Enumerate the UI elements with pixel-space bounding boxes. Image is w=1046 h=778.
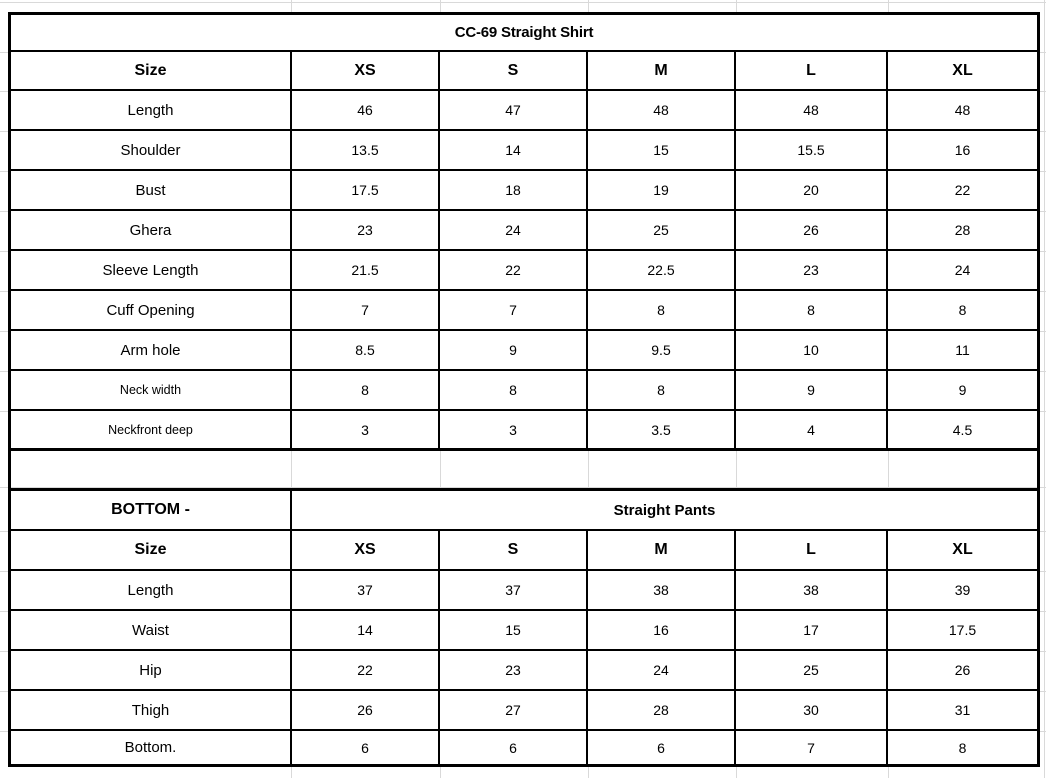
sheet-gridline-v	[1044, 0, 1045, 778]
shirt-value: 14	[440, 131, 588, 171]
pants-value: 17.5	[888, 611, 1037, 651]
shirt-value: 19	[588, 171, 736, 211]
shirt-row-label: Arm hole	[11, 331, 292, 371]
pants-value: 8	[888, 731, 1037, 764]
pants-col-header-m: M	[588, 531, 736, 571]
shirt-col-header-xs: XS	[292, 52, 440, 91]
shirt-value: 3	[440, 411, 588, 451]
size-chart-table	[8, 12, 1040, 767]
shirt-value: 15.5	[736, 131, 888, 171]
shirt-row-label: Length	[11, 91, 292, 131]
shirt-value: 7	[292, 291, 440, 331]
pants-col-header-l: L	[736, 531, 888, 571]
pants-col-header-s: S	[440, 531, 588, 571]
shirt-col-header-m: M	[588, 52, 736, 91]
shirt-value: 4	[736, 411, 888, 451]
shirt-value: 21.5	[292, 251, 440, 291]
shirt-table-title: CC-69 Straight Shirt	[11, 15, 1037, 52]
pants-col-header-size: Size	[11, 531, 292, 571]
shirt-value: 18	[440, 171, 588, 211]
sheet-gridline-h	[0, 2, 1046, 3]
pants-value: 6	[292, 731, 440, 764]
pants-value: 15	[440, 611, 588, 651]
shirt-value: 20	[736, 171, 888, 211]
shirt-value: 25	[588, 211, 736, 251]
pants-value: 28	[588, 691, 736, 731]
shirt-row-label: Shoulder	[11, 131, 292, 171]
shirt-value: 9	[736, 371, 888, 411]
shirt-col-header-l: L	[736, 52, 888, 91]
shirt-row-label: Bust	[11, 171, 292, 211]
pants-value: 23	[440, 651, 588, 691]
pants-value: 27	[440, 691, 588, 731]
pants-value: 31	[888, 691, 1037, 731]
pants-value: 37	[292, 571, 440, 611]
shirt-value: 7	[440, 291, 588, 331]
shirt-value: 13.5	[292, 131, 440, 171]
pants-value: 38	[588, 571, 736, 611]
shirt-value: 11	[888, 331, 1037, 371]
shirt-value: 9	[888, 371, 1037, 411]
shirt-value: 48	[888, 91, 1037, 131]
shirt-value: 17.5	[292, 171, 440, 211]
pants-value: 30	[736, 691, 888, 731]
shirt-value: 16	[888, 131, 1037, 171]
pants-col-header-xs: XS	[292, 531, 440, 571]
shirt-value: 26	[736, 211, 888, 251]
shirt-value: 8	[736, 291, 888, 331]
shirt-row-label: Ghera	[11, 211, 292, 251]
shirt-value: 46	[292, 91, 440, 131]
shirt-value: 22.5	[588, 251, 736, 291]
pants-row-label: Length	[11, 571, 292, 611]
pants-value: 26	[888, 651, 1037, 691]
shirt-value: 4.5	[888, 411, 1037, 451]
pants-col-header-xl: XL	[888, 531, 1037, 571]
pants-value: 14	[292, 611, 440, 651]
pants-value: 25	[736, 651, 888, 691]
shirt-col-header-xl: XL	[888, 52, 1037, 91]
pants-row-label: Thigh	[11, 691, 292, 731]
pants-value: 6	[440, 731, 588, 764]
shirt-value: 8	[888, 291, 1037, 331]
pants-section-label: BOTTOM -	[11, 491, 292, 531]
pants-value: 17	[736, 611, 888, 651]
shirt-value: 28	[888, 211, 1037, 251]
shirt-row-label: Neckfront deep	[11, 411, 292, 451]
spacer-row	[11, 451, 1037, 491]
shirt-value: 22	[888, 171, 1037, 211]
pants-value: 37	[440, 571, 588, 611]
pants-value: 39	[888, 571, 1037, 611]
shirt-value: 47	[440, 91, 588, 131]
shirt-row-label: Sleeve Length	[11, 251, 292, 291]
shirt-value: 48	[736, 91, 888, 131]
shirt-value: 8.5	[292, 331, 440, 371]
pants-value: 6	[588, 731, 736, 764]
shirt-value: 24	[440, 211, 588, 251]
shirt-col-header-s: S	[440, 52, 588, 91]
shirt-value: 3.5	[588, 411, 736, 451]
shirt-row-label: Cuff Opening	[11, 291, 292, 331]
shirt-value: 15	[588, 131, 736, 171]
shirt-row-label: Neck width	[11, 371, 292, 411]
shirt-value: 23	[292, 211, 440, 251]
pants-row-label: Bottom.	[11, 731, 292, 764]
shirt-value: 48	[588, 91, 736, 131]
pants-row-label: Waist	[11, 611, 292, 651]
shirt-value: 8	[440, 371, 588, 411]
shirt-value: 9.5	[588, 331, 736, 371]
shirt-value: 8	[588, 371, 736, 411]
shirt-value: 22	[440, 251, 588, 291]
pants-value: 24	[588, 651, 736, 691]
shirt-value: 8	[292, 371, 440, 411]
pants-value: 22	[292, 651, 440, 691]
shirt-value: 23	[736, 251, 888, 291]
pants-table-title: Straight Pants	[292, 491, 1037, 531]
pants-value: 7	[736, 731, 888, 764]
shirt-value: 24	[888, 251, 1037, 291]
shirt-value: 9	[440, 331, 588, 371]
shirt-value: 8	[588, 291, 736, 331]
shirt-value: 10	[736, 331, 888, 371]
pants-value: 16	[588, 611, 736, 651]
pants-value: 38	[736, 571, 888, 611]
pants-row-label: Hip	[11, 651, 292, 691]
shirt-value: 3	[292, 411, 440, 451]
pants-value: 26	[292, 691, 440, 731]
shirt-col-header-size: Size	[11, 52, 292, 91]
